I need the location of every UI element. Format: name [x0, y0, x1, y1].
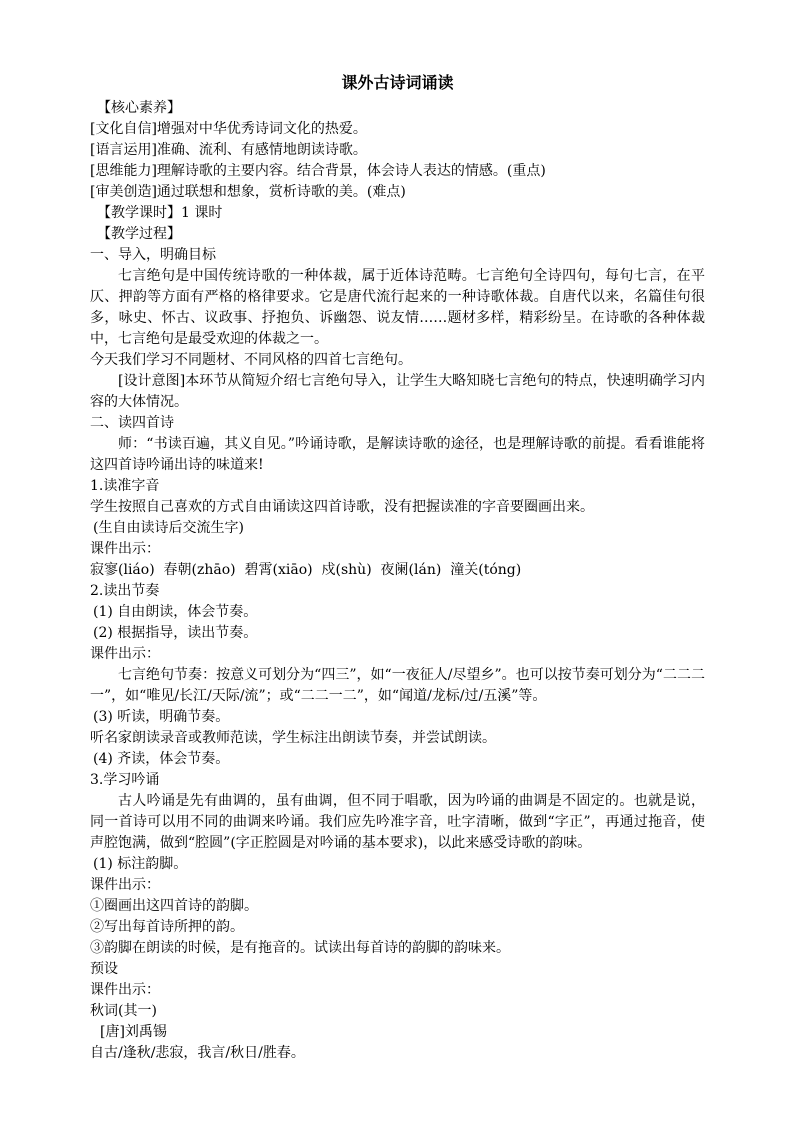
document-title: 课外古诗词诵读 [341, 73, 454, 92]
text-line: [文化自信]增强对中华优秀诗词文化的热爱。 [90, 121, 367, 137]
text-line: (2) 根据指导，读出节奏。 [93, 625, 258, 641]
text-line: 听名家朗读录音或教师范读，学生标注出朗读节奏，并尝试朗读。 [90, 730, 496, 746]
text-line: (4) 齐读，体会节奏。 [93, 751, 230, 767]
text-line: 今天我们学习不同题材、不同风格的四首七言绝句。 [90, 352, 412, 368]
paragraph: [设计意图]本环节从简短介绍七言绝句导入，让学生大略知晓七言绝句的特点，快速明确学习内容的大体情况。 [90, 373, 705, 410]
text-line: 寂寥(liáo) 春朝(zhāo) 碧霄(xiāo) 戍(shù) 夜阑(lán) 潼关(tóng) [90, 562, 522, 578]
text-line: 二、读四首诗 [90, 415, 174, 431]
document-body [90, 98, 705, 1064]
text-line: (生自由读诗后交流生字) [93, 520, 244, 536]
paragraph: 古人吟诵是先有曲调的，虽有曲调，但不同于唱歌，因为吟诵的曲调是不固定的。也就是说，同一首诗可以用不同的曲调来吟诵。我们应先吟准字音，吐字清晰，做到“字正”，再通过拖音，使声腔饱满，做到“腔圆”(字正腔圆是对吟诵的基本要求)，以此来感受诗歌的韵味。 [90, 793, 705, 851]
text-line: 【教学过程】 [97, 226, 181, 242]
text-line: ③韵脚在朗读的时候，是有拖音的。试读出每首诗的韵脚的韵味来。 [90, 940, 510, 956]
document-page [90, 72, 705, 1064]
text-line: 【核心素养】 [97, 100, 181, 116]
text-line: [审美创造]通过联想和想象，赏析诗歌的美。(难点) [90, 184, 406, 200]
text-line: [唐]刘禹锡 [100, 1024, 167, 1040]
text-line: 2.读出节奏 [90, 583, 160, 599]
text-line: 课件出示： [90, 541, 160, 557]
paragraph: 七言绝句是中国传统诗歌的一种体裁，属于近体诗范畴。七言绝句全诗四句，每句七言，在平仄、押韵等方面有严格的格律要求。它是唐代流行起来的一种诗歌体裁。自唐代以来，名篇佳句很多，咏史、怀古、议政事、抒抱负、诉幽怨、说友情……题材多样，精彩纷呈。在诗歌的各种体裁中，七言绝句是最受欢迎的体裁之一。 [90, 268, 705, 347]
text-line: (1) 自由朗读，体会节奏。 [93, 604, 258, 620]
text-line: 自古/逢秋/悲寂，我言/秋日/胜春。 [90, 1045, 305, 1061]
text-line: (1) 标注韵脚。 [93, 856, 188, 872]
text-line: 一、导入，明确目标 [90, 247, 216, 263]
paragraph: 七言绝句节奏：按意义可划分为“四三”，如“一夜征人/尽望乡”。也可以按节奏可划分为“二二二一”，如“唯见/长江/天际/流”；或“二二一二”，如“闻道/龙标/过/五溪”等。 [90, 667, 705, 704]
paragraph: 师：“书读百遍，其义自见。”吟诵诗歌，是解读诗歌的途径，也是理解诗歌的前提。看看谁能将这四首诗吟诵出诗的味道来! [90, 436, 705, 473]
text-line: 预设 [90, 961, 118, 977]
text-line: [语言运用]准确、流利、有感情地朗读诗歌。 [90, 142, 367, 158]
text-line: 课件出示： [90, 877, 160, 893]
text-line: 1.读准字音 [90, 478, 160, 494]
text-line: ②写出每首诗所押的韵。 [90, 919, 244, 935]
text-line: 3.学习吟诵 [90, 772, 160, 788]
text-line: 课件出示： [90, 646, 160, 662]
text-line: [思维能力]理解诗歌的主要内容。结合背景，体会诗人表达的情感。(重点) [90, 163, 546, 179]
text-line: ①圈画出这四首诗的韵脚。 [90, 898, 258, 914]
text-line: 【教学课时】1 课时 [97, 205, 223, 221]
text-line: (3) 听读，明确节奏。 [93, 709, 230, 725]
text-line: 学生按照自己喜欢的方式自由诵读这四首诗歌，没有把握读准的字音要圈画出来。 [90, 499, 594, 515]
text-line: 秋词(其一) [90, 1003, 157, 1019]
text-line: 课件出示： [90, 982, 160, 998]
